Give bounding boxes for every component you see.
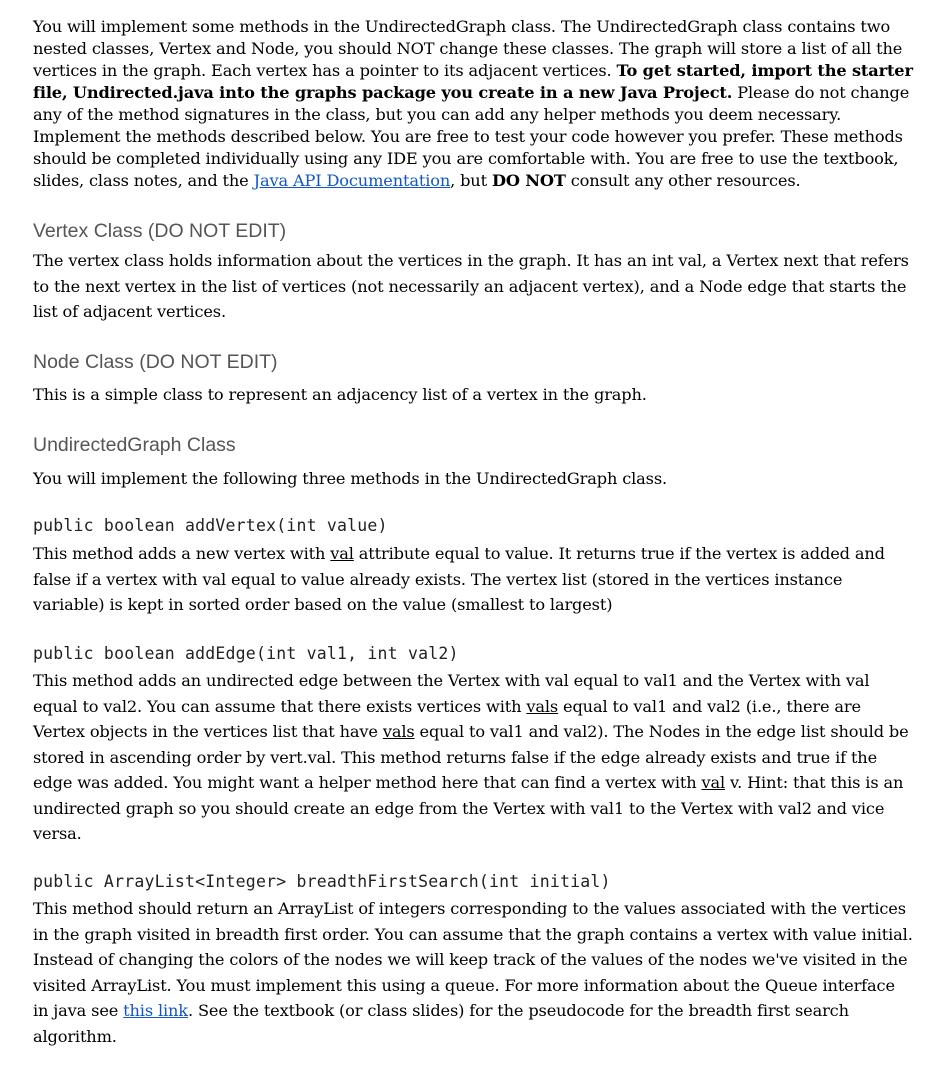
undirected-graph-class-description: You will implement the following three methods in the UndirectedGraph class. [33, 469, 667, 488]
vertex-class-description: The vertex class holds information about the vertices in the graph. It has an int val, a Vertex next that refers to the next vertex in the list of vertices (not necessarily an adjacent vertex), and a Node edge that starts the list of adjacent vertices. [33, 251, 909, 321]
undirected-graph-class-heading: UndirectedGraph Class [33, 434, 236, 456]
node-class-description: This is a simple class to represent an adjacency list of a vertex in the graph. [33, 385, 647, 404]
java-api-documentation-link[interactable]: Java API Documentation [253, 171, 451, 190]
bfs-signature: public ArrayList<Integer> breadthFirstSearch(int initial) [33, 872, 611, 891]
intro-text-2: Please do not change any of the method signatures in the class, but you can add any helper methods you deem necessary. Implement the methods described below. You are free to test your code however you prefer. These methods should be completed individually using any IDE you are comfortable with. You are free to use the textbook, slides, class notes, and the [33, 83, 910, 190]
add-edge-underlined-val: val [701, 773, 726, 792]
add-vertex-text-2: attribute equal to value. It returns true if the vertex is added and false if a vertex with val equal to value already exists. The vertex list (stored in the vertices instance variable) is kept in sorted order based on the value (smallest to largest) [33, 544, 885, 614]
intro-bold-do-not: DO NOT [491, 171, 566, 190]
add-edge-description [33, 668, 913, 847]
add-vertex-signature: public boolean addVertex(int value) [33, 516, 388, 535]
bfs-text-1: This method should return an ArrayList of integers corresponding to the values associated with the vertices in the graph visited in breadth first order. You can assume that the graph contains a vertex with value initial. Instead of changing the colors of the nodes we will keep track of the values of the nodes we've visited in the visited ArrayList. You must implement this using a queue. For more information about the Queue interface in java see [33, 899, 913, 1020]
add-vertex-text-1: This method adds a new vertex with [33, 544, 331, 563]
bfs-text-2: . See the textbook (or class slides) for the pseudocode for the breadth first search algorithm. [33, 1001, 849, 1046]
add-edge-underlined-vals-1: vals [526, 696, 559, 716]
intro-text-4: consult any other resources. [565, 171, 801, 190]
add-edge-text-1: This method adds an undirected edge between the Vertex with val equal to val1 and the Vertex with val equal to val2. You can assume that there exists vertices with [33, 671, 870, 716]
add-edge-text-4: v. Hint: that this is an undirected graph so you should create an edge from the Vertex with val1 to the Vertex with val2 and vice versa. [33, 773, 904, 843]
node-class-heading: Node Class (DO NOT EDIT) [33, 351, 278, 373]
bfs-description [33, 896, 913, 1049]
add-edge-text-2: equal to val1 and val2 (i.e., there are Vertex objects in the vertices list that have [33, 696, 861, 741]
queue-interface-link[interactable]: this link [123, 1001, 188, 1020]
intro-text-3: , but [450, 171, 492, 190]
intro-bold-instruction: To get started, import the starter file, Undirected.java into the graphs package you create in a new Java Project. [33, 61, 913, 102]
add-edge-text-3: equal to val1 and val2). The Nodes in the edge list should be stored in ascending order by vert.val. This method returns false if the edge already exists and true if the edge was added. You might want a helper method here that can find a vertex with [33, 722, 909, 792]
vertex-class-heading: Vertex Class (DO NOT EDIT) [33, 220, 287, 242]
intro-text-1: You will implement some methods in the UndirectedGraph class. The UndirectedGraph class contains two nested classes, Vertex and Node, you should NOT change these classes. The graph will store a list of all the vertices in the graph. Each vertex has a pointer to its adjacent vertices. [33, 17, 903, 80]
add-vertex-description [33, 541, 913, 618]
add-edge-signature: public boolean addEdge(int val1, int val2) [33, 644, 459, 663]
add-vertex-underlined-val: val [330, 544, 354, 563]
intro-paragraph [33, 16, 913, 192]
add-edge-underlined-vals-2: vals [382, 722, 415, 741]
